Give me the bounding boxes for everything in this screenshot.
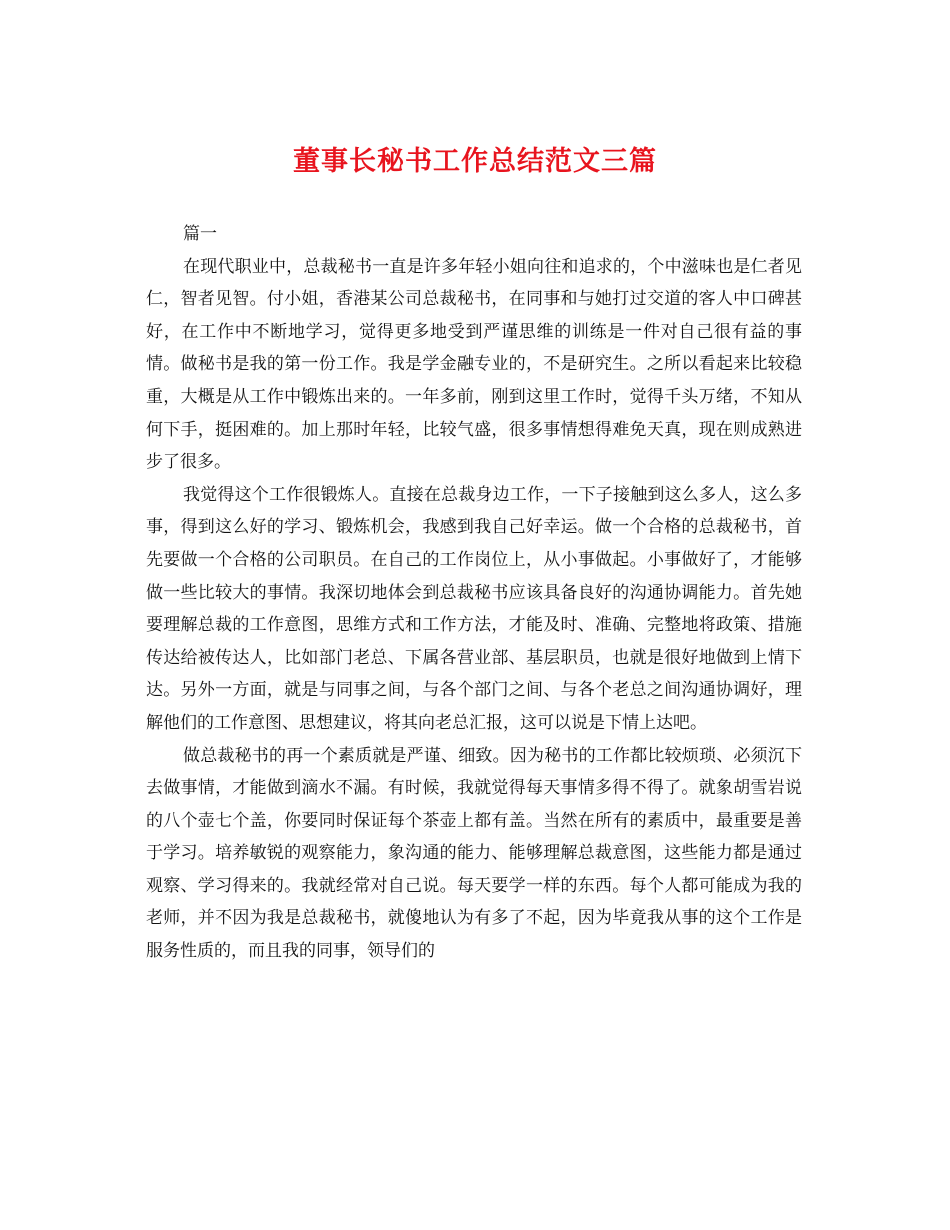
document-body [146,218,802,968]
paragraph-3: 做总裁秘书的再一个素质就是严谨、细致。因为秘书的工作都比较烦琐、必须沉下去做事情，才能做到滴水不漏。有时候，我就觉得每天事情多得不得了。就象胡雪岩说的八个壶七个盖，你要同时保证每个茶壶上都有盖。当然在所有的素质中，最重要是善于学习。培养敏锐的观察能力，象沟通的能力、能够理解总裁意图，这些能力都是通过观察、学习得来的。我就经常对自己说。每天要学一样的东西。每个人都可能成为我的老师，并不因为我是总裁秘书，就傻地认为有多了不起，因为毕竟我从事的这个工作是服务性质的，而且我的同事，领导们的 [146,745,802,962]
paragraph-2: 我觉得这个工作很锻炼人。直接在总裁身边工作，一下子接触到这么多人，这么多事，得到这么好的学习、锻炼机会，我感到我自己好幸运。做一个合格的总裁秘书，首先要做一个合格的公司职员。在自己的工作岗位上，从小事做起。小事做好了，才能够做一些比较大的事情。我深切地体会到总裁秘书应该具备良好的沟通协调能力。首先她要理解总裁的工作意图，思维方式和工作方法，才能及时、准确、完整地将政策、措施传达给被传达人，比如部门老总、下属各营业部、基层职员，也就是很好地做到上情下达。另外一方面，就是与同事之间，与各个部门之间、与各个老总之间沟通协调好，理解他们的工作意图、思想建议，将其向老总汇报，这可以说是下情上达吧。 [146,484,802,733]
section-label: 篇一 [183,224,217,244]
document-title: 董事长秘书工作总结范文三篇 [293,146,657,177]
paragraph-1: 在现代职业中，总裁秘书一直是许多年轻小姐向往和追求的，个中滋味也是仁者见仁，智者见智。付小姐，香港某公司总裁秘书，在同事和与她打过交道的客人中口碑甚好，在工作中不断地学习，觉得更多地受到严谨思维的训练是一件对自己很有益的事情。做秘书是我的第一份工作。我是学金融专业的，不是研究生。之所以看起来比较稳重，大概是从工作中锻炼出来的。一年多前，刚到这里工作时，觉得千头万绪，不知从何下手，挺困难的。加上那时年轻，比较气盛，很多事情想得难免天真，现在则成熟进步了很多。 [146,256,802,473]
